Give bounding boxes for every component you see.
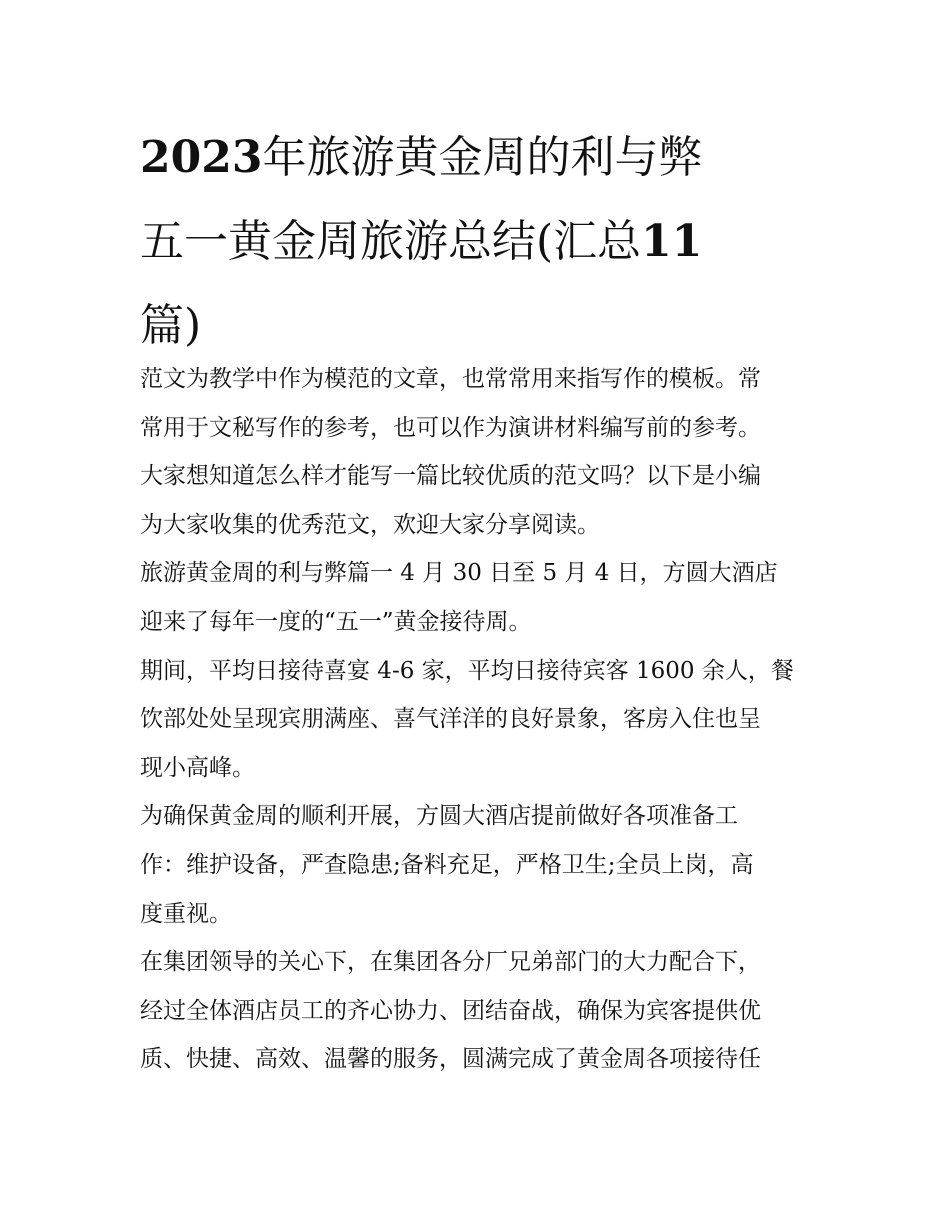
text-line: 在集团领导的关心下，在集团各分厂兄弟部门的大力配合下，	[140, 949, 761, 976]
title-count: 11	[641, 216, 703, 267]
title-line-2	[140, 200, 820, 284]
text-line: 经过全体酒店员工的齐心协力、团结奋战，确保为宾客提供优	[140, 997, 761, 1024]
text-line: 旅游黄金周的利与弊篇一 4 月 30 日至 5 月 4 日，方圆大酒店	[140, 560, 778, 587]
paragraph-intro	[140, 355, 820, 549]
text-line: 饮部处处呈现宾朋满座、喜气洋洋的良好景象，客房入住也呈	[140, 706, 761, 733]
text-line: 范文为教学中作为模范的文章，也常常用来指写作的模板。常	[140, 366, 761, 392]
paragraph-teamwork	[140, 938, 820, 1084]
title-text-1: 年旅游黄金周的利与弊	[262, 132, 703, 183]
title-text-2: 五一黄金周旅游总结(汇总	[140, 216, 642, 267]
text-line: 常用于文秘写作的参考，也可以作为演讲材料编写前的参考。	[140, 414, 761, 441]
text-line: 作：维护设备，严查隐患;备料充足，严格卫生;全员上岗，高	[140, 851, 754, 878]
title-text-3: 篇)	[140, 300, 202, 351]
paragraph-period	[140, 647, 820, 793]
document-title	[140, 116, 820, 368]
text-line: 大家想知道怎么样才能写一篇比较优质的范文吗？以下是小编	[140, 463, 761, 490]
title-year: 2023	[140, 132, 263, 183]
text-line: 度重视。	[140, 900, 232, 927]
title-line-1	[140, 116, 820, 200]
text-line: 迎来了每年一度的“五一”黄金接待周。	[140, 608, 532, 635]
paragraph-section-one	[140, 549, 820, 646]
text-line: 期间，平均日接待喜宴 4-6 家，平均日接待宾客 1600 余人，餐	[140, 657, 794, 684]
paragraph-preparation	[140, 792, 820, 938]
text-line: 质、快捷、高效、温馨的服务，圆满完成了黄金周各项接待任	[140, 1046, 761, 1073]
document-body	[140, 355, 820, 1084]
text-line: 现小高峰。	[140, 754, 255, 781]
text-line: 为确保黄金周的顺利开展，方圆大酒店提前做好各项准备工	[140, 803, 738, 830]
text-line: 为大家收集的优秀范文，欢迎大家分享阅读。	[140, 511, 600, 538]
